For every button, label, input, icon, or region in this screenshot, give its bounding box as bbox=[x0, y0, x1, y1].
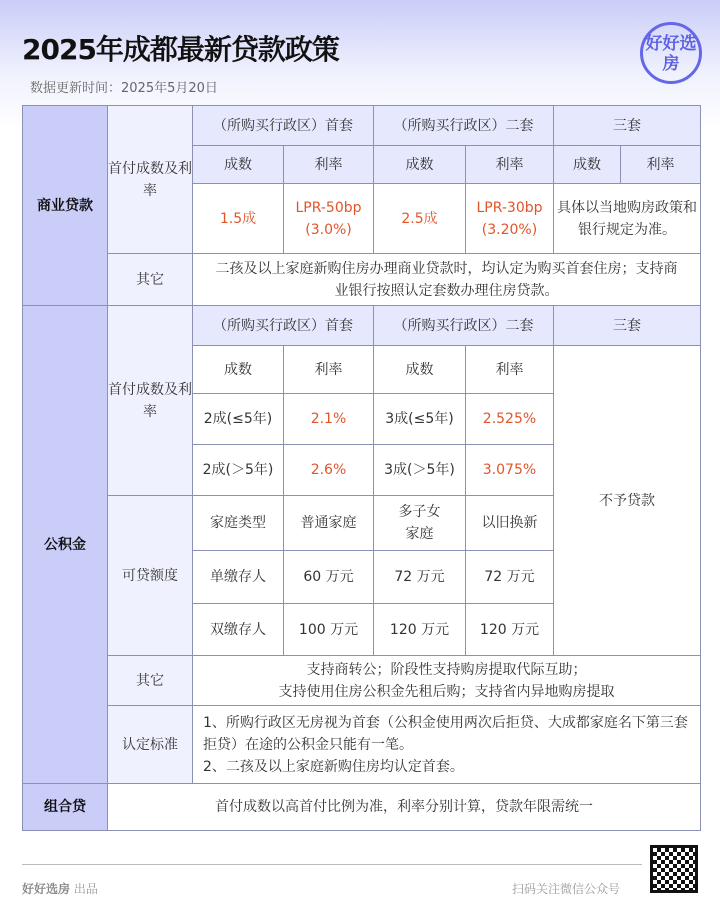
sub-ratio: 成数 bbox=[554, 146, 621, 184]
sub-rate: 利率 bbox=[466, 146, 554, 184]
scan-hint: 扫码关注微信公众号 bbox=[512, 882, 621, 896]
category-fund: 公积金 bbox=[23, 306, 108, 784]
col-second: （所购买行政区）二套 bbox=[374, 106, 554, 146]
limit-header: 普通家庭 bbox=[284, 496, 374, 551]
other-line: 支持商转公；阶段性支持购房提取代际互助； bbox=[306, 661, 587, 678]
brand-logo: 好好选房 bbox=[640, 22, 702, 84]
sub-ratio: 成数 bbox=[374, 346, 466, 394]
col-third: 三套 bbox=[554, 106, 701, 146]
value: 2成(＞5年) bbox=[193, 445, 284, 496]
qr-code[interactable] bbox=[650, 845, 698, 893]
value: 100 万元 bbox=[284, 604, 374, 656]
combo-text: 首付成数以高首付比例为准，利率分别计算，贷款年限需统一 bbox=[108, 784, 701, 831]
no-loan: 不予贷款 bbox=[554, 346, 701, 656]
sub-rate: 利率 bbox=[621, 146, 701, 184]
other-line: 支持使用住房公积金先租后购；支持省内异地购房提取 bbox=[278, 683, 615, 700]
row-label: 可贷额度 bbox=[108, 496, 193, 656]
value: 3.075% bbox=[466, 445, 554, 496]
row-label: 其它 bbox=[108, 656, 193, 706]
value: 2.1% bbox=[284, 394, 374, 445]
value: 60 万元 bbox=[284, 551, 374, 604]
limit-header: 家庭类型 bbox=[193, 496, 284, 551]
col-first: （所购买行政区）首套 bbox=[193, 306, 374, 346]
other-text: 二孩及以上家庭新购住房办理商业贷款时，均认定为购买首套住房；支持商业银行按照认定套数办理住房贷款。 bbox=[193, 254, 701, 306]
value: 1.5成 bbox=[193, 184, 284, 254]
criteria-text bbox=[193, 706, 701, 784]
footer-brand bbox=[22, 880, 98, 897]
value: 2.5成 bbox=[374, 184, 466, 254]
value: 120 万元 bbox=[466, 604, 554, 656]
row-label: 认定标准 bbox=[108, 706, 193, 784]
sub-rate: 利率 bbox=[284, 346, 374, 394]
brand-name: 好好选房 bbox=[22, 882, 71, 896]
value: 120 万元 bbox=[374, 604, 466, 656]
brand-suffix: 出品 bbox=[73, 882, 98, 896]
row-label: 首付成数及利率 bbox=[108, 306, 193, 496]
page-title: 2025年成都最新贷款政策 bbox=[22, 33, 339, 66]
criteria-line: 1、所购行政区无房视为首套（公积金使用两次后拒贷、大成都家庭名下第三套拒贷）在途的公积金只能有一笔。 bbox=[203, 714, 688, 753]
value: 2成(≤5年) bbox=[193, 394, 284, 445]
sub-ratio: 成数 bbox=[193, 346, 284, 394]
loan-policy-table bbox=[22, 105, 701, 831]
row-label: 首付成数及利率 bbox=[108, 106, 193, 254]
col-second: （所购买行政区）二套 bbox=[374, 306, 554, 346]
value: 72 万元 bbox=[374, 551, 466, 604]
sub-rate: 利率 bbox=[284, 146, 374, 184]
col-first: （所购买行政区）首套 bbox=[193, 106, 374, 146]
value: 72 万元 bbox=[466, 551, 554, 604]
limit-header: 以旧换新 bbox=[466, 496, 554, 551]
value: 单缴存人 bbox=[193, 551, 284, 604]
category-combo: 组合贷 bbox=[23, 784, 108, 831]
value: LPR-30bp (3.20%) bbox=[466, 184, 554, 254]
value: LPR-50bp (3.0%) bbox=[284, 184, 374, 254]
value: 双缴存人 bbox=[193, 604, 284, 656]
other-text bbox=[193, 656, 701, 706]
value: 3成(＞5年) bbox=[374, 445, 466, 496]
criteria-line: 2、二孩及以上家庭新购住房均认定首套。 bbox=[203, 758, 464, 775]
sub-rate: 利率 bbox=[466, 346, 554, 394]
value: 2.525% bbox=[466, 394, 554, 445]
sub-ratio: 成数 bbox=[193, 146, 284, 184]
col-third: 三套 bbox=[554, 306, 701, 346]
third-note: 具体以当地购房政策和银行规定为准。 bbox=[554, 184, 701, 254]
value: 2.6% bbox=[284, 445, 374, 496]
update-time: 数据更新时间：2025年5月20日 bbox=[30, 81, 218, 96]
sub-ratio: 成数 bbox=[374, 146, 466, 184]
category-commercial: 商业贷款 bbox=[23, 106, 108, 306]
divider bbox=[22, 864, 642, 865]
limit-header: 多子女家庭 bbox=[374, 496, 466, 551]
row-label: 其它 bbox=[108, 254, 193, 306]
value: 3成(≤5年) bbox=[374, 394, 466, 445]
